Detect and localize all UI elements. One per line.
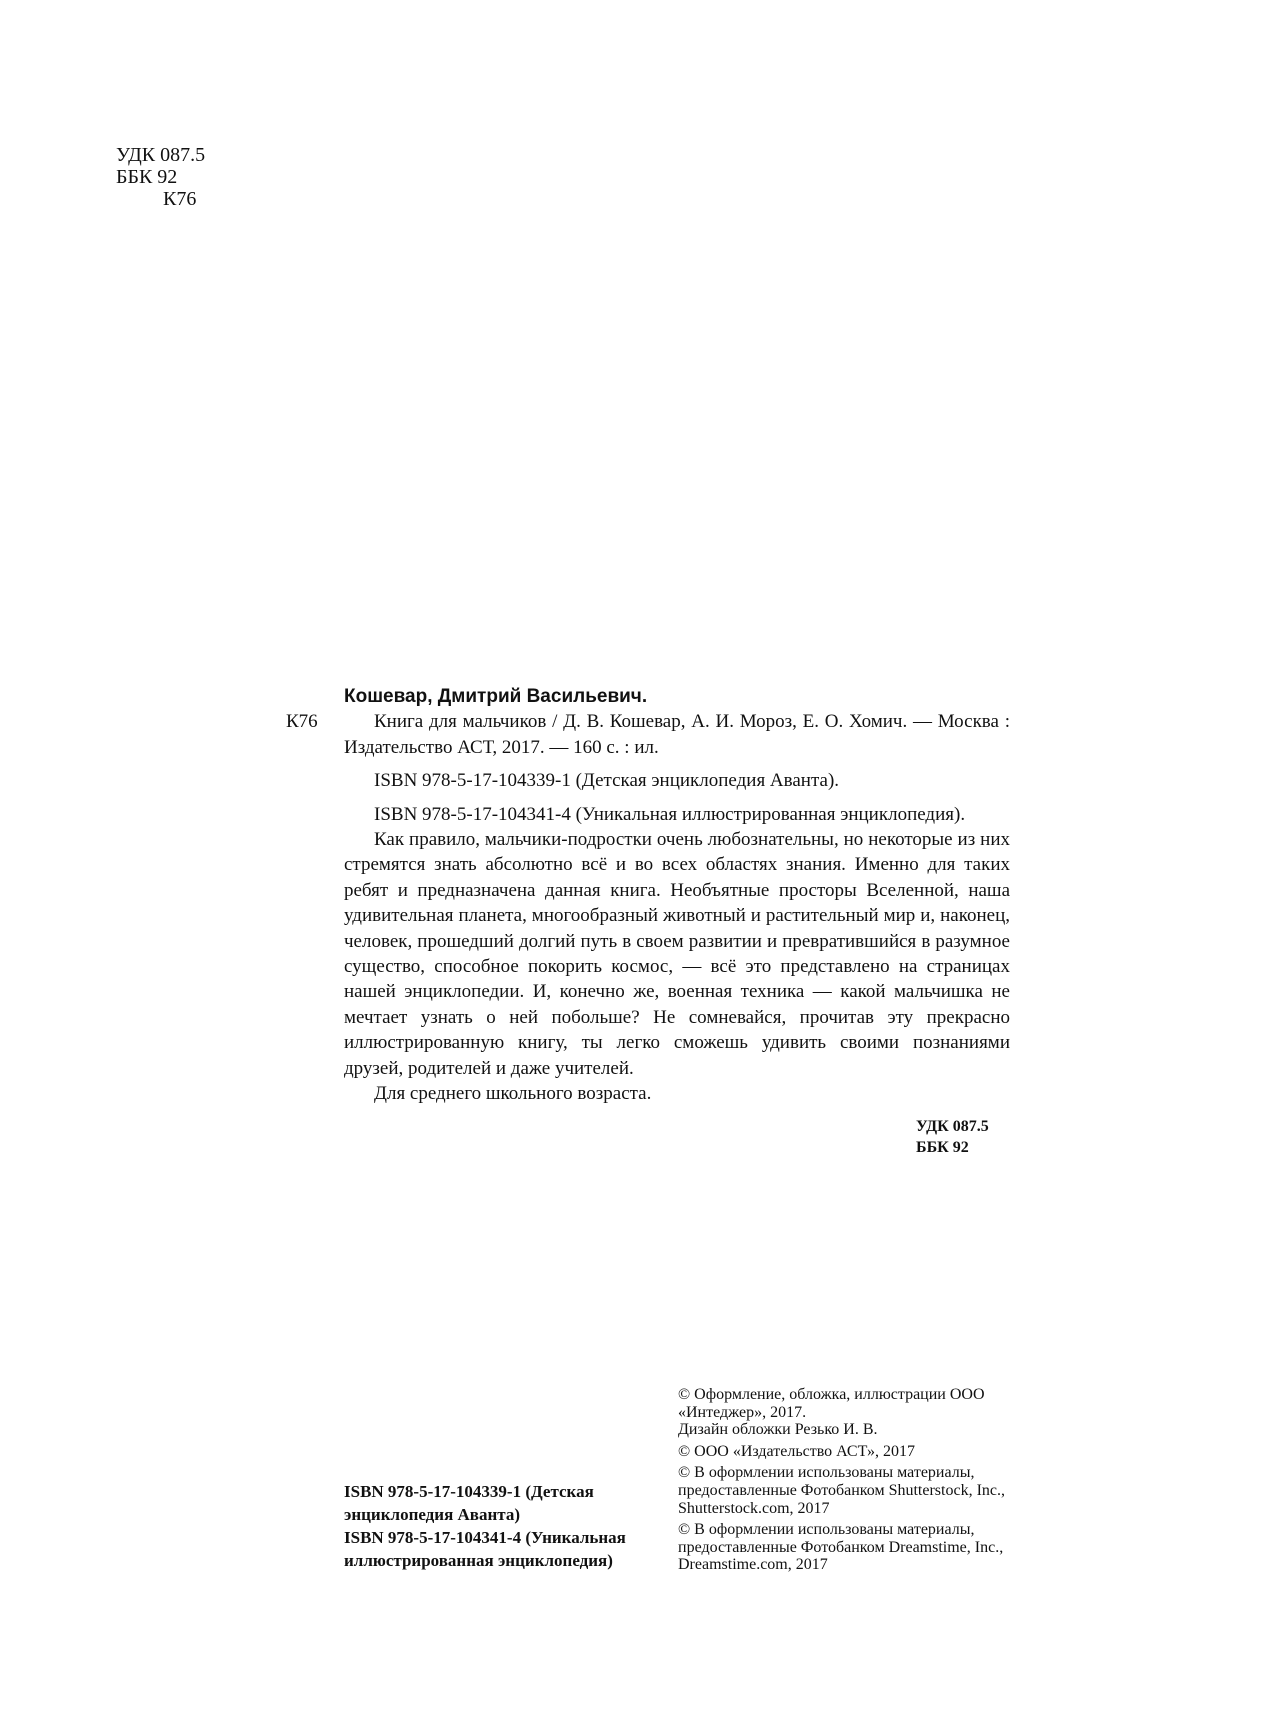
isbn-bottom-1: ISBN 978-5-17-104339-1 (Детская энциклопедия Аванта) — [344, 1482, 594, 1524]
bbk-code: ББК 92 — [116, 166, 178, 188]
copyright-design — [678, 1386, 1058, 1439]
isbn-bottom-2: ISBN 978-5-17-104341-4 (Уникальная иллюстрированная энциклопедия) — [344, 1528, 626, 1570]
copyright-cover-designer: Дизайн обложки Резько И. В. — [678, 1421, 878, 1439]
copyright-dreamstime: © В оформлении использованы материалы, предоставленные Фотобанком Dreamstime, Inc., Dreamstime.com, 2017 — [678, 1521, 1004, 1574]
udk-code-bottom: УДК 087.5 — [916, 1118, 989, 1135]
udk-code: УДК 087.5 — [116, 144, 206, 166]
record-isbn-1: ISBN 978-5-17-104339-1 (Детская энциклопедия Аванта). — [374, 770, 840, 792]
copyright-publisher: © ООО «Издательство АСТ», 2017 — [678, 1442, 915, 1460]
copyright-block — [678, 1386, 1058, 1578]
copyright-shutterstock: © В оформлении использованы материалы, предоставленные Фотобанком Shutterstock, Inc., Shutterstock.com, 2017 — [678, 1464, 1006, 1517]
author-index: К76 — [163, 188, 197, 210]
record-annotation: Как правило, мальчики-подростки очень любознательны, но некоторые из них стремятся знать абсолютно всё и во всех областях знания. Именно для таких ребят и предназначена данная книга. Необъятные просторы Вселенной, наша удивительная планета, многообразный животный и растительный мир и, наконец, человек, прошедший долгий путь в своем развитии и превратившийся в разумное существо, способное покорить космос, — всё это представлено на страницах нашей энциклопедии. И, конечно же, военная техника — какой мальчишка не мечтает узнать о ней побольше? Не сомневайся, прочитав эту прекрасно иллюстрированную книгу, ты легко сможешь удивить своими познаниями друзей, родителей и даже учителей. — [344, 829, 1010, 1079]
record-title: Книга для мальчиков / Д. В. Кошевар, А. И. Мороз, Е. О. Хомич. — Москва : Издательство АСТ, 2017. — 160 с. : ил. — [344, 711, 1010, 758]
classification-top — [116, 144, 205, 210]
record-age: Для среднего школьного возраста. — [374, 1083, 652, 1105]
bibliographic-record — [344, 684, 1010, 1107]
isbn-block — [344, 1480, 662, 1572]
record-isbn-2: ISBN 978-5-17-104341-4 (Уникальная иллюстрированная энциклопедия). — [374, 803, 966, 825]
bibliography-author-index: К76 — [286, 711, 318, 732]
bbk-code-bottom: ББК 92 — [916, 1139, 969, 1156]
record-author: Кошевар, Дмитрий Васильевич. — [344, 686, 648, 707]
copyright-design-text: © Оформление, обложка, иллюстрации ООО «Интеджер», 2017. — [678, 1386, 985, 1421]
classification-bottom — [916, 1116, 989, 1158]
